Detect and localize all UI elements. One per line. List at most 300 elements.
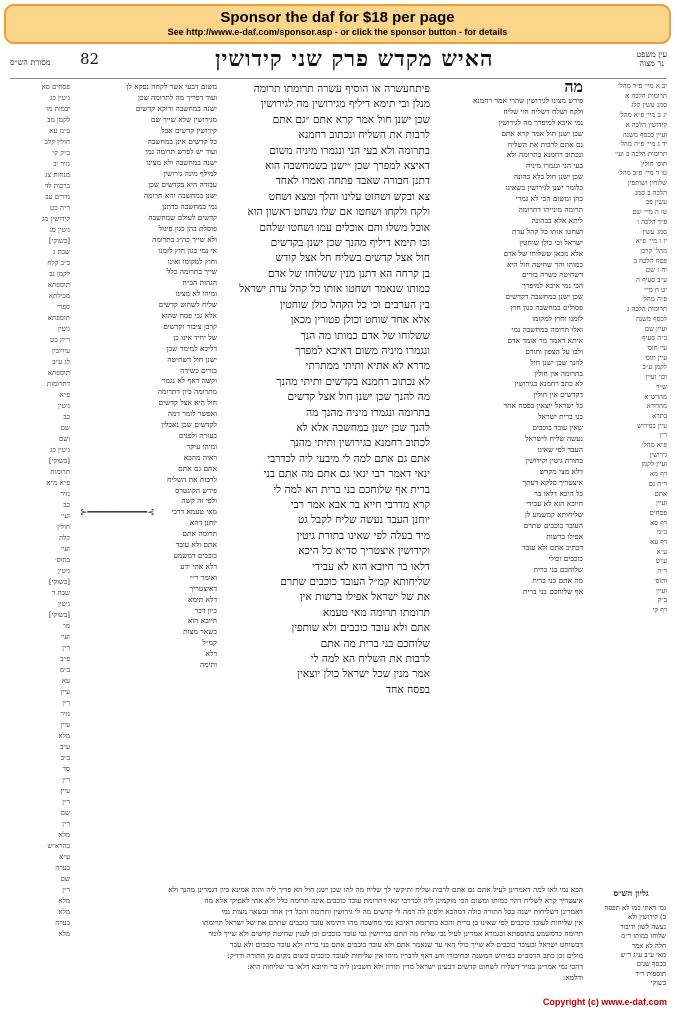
text-line: תרומה מינייהו דתרומה (518, 204, 583, 214)
text-line: ד״ה גם (648, 479, 667, 488)
text-line: פסח הלכה ב (633, 256, 667, 265)
text-line: לקמן ע״ב (642, 363, 667, 372)
talmud-page (10, 48, 667, 993)
text-line: כלומר ישנן לגירושין בשאינו (505, 183, 583, 193)
text-line: שלוחכם בני ברית מה אתם (320, 637, 430, 650)
text-line: מלא (58, 930, 70, 938)
text-line: לא נכתוב רחמנא בקדשים ותיתי מהנך (276, 375, 430, 388)
text-line: תרומה אתם (182, 529, 217, 539)
text-line: יוחנן דהא (189, 518, 217, 528)
text-line: מדרא לא אתיא ותיתי ממתרתי (305, 360, 430, 373)
text-line: שליח לשחוט קדשים (158, 300, 217, 310)
text-line: ש״ך (656, 382, 667, 391)
text-line: מלא (58, 897, 70, 905)
text-line: מגירושין שלא שייך שם (150, 114, 217, 124)
text-line: בין הערבים וכי כל הקהל כולן שוחטין (279, 298, 430, 311)
text-line: כיון דבר (194, 605, 217, 615)
text-line: מאי ע״ב ע״ג ר״ש (620, 951, 666, 960)
text-line: אף שלוחכם בני ברית (522, 586, 583, 596)
text-line: שליחותא קמ״ל העובד כוכבים שתרם (280, 576, 430, 588)
text-line: ע״א (656, 547, 667, 556)
text-line: כב (63, 413, 70, 421)
text-line: פסולים במחשבה כגון חוץ (510, 303, 583, 313)
text-line: דף קי (652, 605, 667, 614)
text-line: דהכי נמי אמרינן בנזיר דשליח לשחוט קדשים דבעינן ישראל מדין תורה ולא חשבינן ליה בר חיובא דלאו בר שליחות היא: (247, 962, 583, 971)
text-line: פ״א מהל׳ (641, 441, 667, 450)
text-line: ועיין (656, 586, 667, 595)
text-line: ולקח ושלח דשליח הוי שליח (503, 106, 583, 116)
text-line: נמי איכא למיפרך מה לגירושין (498, 117, 583, 127)
text-line: ואומר ר״י (190, 572, 217, 582)
text-line: דאיצטריך (189, 583, 217, 593)
text-line: ב״ב (60, 754, 70, 762)
text-line: נזיר יב (53, 160, 70, 168)
text-line: להנך שכן ישנן חול (530, 357, 583, 367)
text-line: ישנה במחשבה ודוקא קדשים (135, 103, 217, 113)
text-line: פ״ה מהל׳ (642, 295, 667, 304)
text-line: לכסף משנה (635, 314, 667, 323)
text-line: העבד לפי שאינו (537, 444, 583, 454)
text-line: מכילתא (48, 292, 70, 300)
text-line: תרומתו תרומה מאי טעמא (322, 606, 430, 619)
text-line: אוכל משלו והם אוכלים עמו ושחטו שלהם (259, 221, 430, 234)
text-line: אתם גם אתם למה לי מיבעי ליה לכדרבי (267, 452, 430, 465)
text-line: ע״א (59, 853, 70, 861)
text-line: הכי נמי איכא למיפרך (522, 281, 583, 291)
text-line: ישראל וכי כולן שוחטין (519, 237, 583, 247)
text-line: קרא מדרבי חייא בר אבא אמר רבי (290, 498, 430, 511)
text-line: בכסף שנים (636, 960, 666, 969)
text-line: בתרומה ולא בעי הני ונגמרו מיניה משום (269, 144, 430, 157)
text-line: ועי׳ (60, 512, 70, 520)
gilyon-hashas-title: גליון הש״ס (613, 889, 649, 899)
ein-mishpat-label-2: נר מצוה (639, 59, 664, 68)
text-line: דאיצא למפרך שכן ״ישנן בשמחשבה הוא (264, 160, 430, 173)
text-line: ועיין לקמן (641, 460, 667, 469)
text-line: כל ישראל יוצאין בפסח אחד (503, 401, 583, 411)
text-line: דתרומות (46, 380, 70, 388)
text-line: מהל׳ קרבן (640, 246, 667, 255)
text-line: גיטין (58, 600, 70, 608)
text-line: ושחטו אותו כל קהל עדת (512, 226, 583, 236)
text-line: שייך בתרומה כלל (166, 267, 217, 277)
text-line: פיתחעשרה או הוסיף עשרה תרומתו תרומה (253, 83, 430, 95)
text-line: [בשוקי] (48, 457, 70, 465)
text-line: דף סא (650, 518, 667, 527)
text-line: פ״א (59, 391, 70, 399)
text-line: בתוס׳ (54, 556, 70, 564)
text-line: פ״ב (60, 655, 70, 663)
text-line: סד (62, 765, 70, 773)
text-line: דבשוחט ישראל ובעובד כוכבים לא שייך כולי האי עד שנאמר אתם ולא עובד כוכבים אתם בני ברית ולא עובד כוכבים ולא עבד (229, 940, 583, 949)
text-line: ואפשר לומר דמה (167, 409, 217, 419)
text-line: בתרא (652, 411, 667, 420)
text-line: גיטין כג (50, 446, 70, 454)
text-line: יח ז שם (645, 266, 667, 275)
text-line: [בשוקי] (48, 237, 70, 245)
text-line: חול היא אצל קדשים (158, 398, 217, 408)
text-line: לרבות את השליח הא למה לי (310, 653, 430, 666)
text-line: וכו תימא דיליף מהנך שכן ישנן בקדשים (270, 237, 430, 250)
folio-number: 82 (80, 50, 100, 68)
text-line: מהרש״א (644, 392, 667, 401)
text-line: בערה (55, 864, 70, 872)
ein-mishpat-label-1: עין משפט (636, 50, 667, 59)
text-line: בעי הני ונגמרו מיניה (526, 161, 583, 171)
text-line: ברכות לד (44, 182, 70, 190)
text-line: טז ה מיי׳ שם (632, 208, 667, 217)
text-line: להנך שכן ישנן במחשבה אלא לא (296, 421, 430, 434)
text-line: פסחים סא (41, 83, 70, 91)
text-line: ר״ן (62, 886, 70, 894)
text-line: ב״ב קלח (47, 259, 70, 267)
text-line: לקמן מב (47, 116, 70, 124)
text-line: לא כתב רחמנא בגירושין (514, 379, 583, 389)
masoret-hashas-label: מסורת הש״ס (10, 58, 51, 67)
text-line: תרומות הלכה א (625, 91, 667, 100)
text-line: עיין תוס׳ (644, 353, 667, 362)
text-line: תוספתא (47, 314, 70, 322)
text-line: עיין (60, 721, 70, 729)
text-line: אין שליחות לעובד כוכבים לפי שאינו בן ברית והכא בתרומה דאיכא נמי מחשבה מהו דתימא עובד כוכבים שתרם את של ישראל תרומתו (202, 918, 583, 927)
text-line: ע״ב (60, 743, 70, 751)
text-line: ועיין בכסף משנה (622, 130, 667, 139)
text-line: יבמות מו (46, 105, 70, 113)
text-line: ולקח ולקחו ושחטו אם שלו נשחט ראשון הוא (247, 206, 430, 219)
text-line: [בשוקי] (48, 578, 70, 586)
text-line: מלא (58, 732, 70, 740)
page-header (10, 48, 667, 78)
text-line: ישנה במחשבה ולא מצינו (146, 158, 217, 168)
text-line: ר״ן (62, 699, 70, 707)
text-line: קמ״ל (202, 638, 217, 648)
text-line: ועיין שם (644, 324, 667, 333)
text-line: נזיר (60, 710, 70, 718)
text-line: שם (60, 875, 70, 883)
text-line: תרומות (50, 468, 70, 476)
text-line: אי נמי כגון חוץ לזמנו (158, 245, 217, 255)
text-line: טו ד מיי׳ פ״ב מהל׳ (617, 169, 667, 178)
text-line: הכא נמי לאו למה דאמרינן לעיל אתם גם אתם לרבות שליח ותיקשי לך שליח מה להו שכן ישנן חול הא פריך ליה והוה אמינא כיון דגמרינן מהנך ולא (168, 885, 583, 894)
text-line: שכן ישנן חול אמר קרא אתם ״גם אתם (272, 113, 430, 126)
text-line: מהדורא (646, 402, 667, 411)
text-line: עיין (60, 787, 70, 795)
text-line: דלא אתי ידע (180, 561, 217, 571)
text-line: שם (60, 424, 70, 432)
text-line: [בשוקי] (48, 611, 70, 619)
text-line: אלא גבי פסח שהוא (161, 311, 217, 321)
text-line: ולפי זה קשה (181, 496, 217, 506)
text-line: בערה (55, 919, 70, 927)
text-line: ב״ק קי (52, 149, 70, 157)
text-line: וכו׳ ועיין (645, 373, 667, 382)
text-line: ב) קידושין ולא (627, 913, 666, 922)
text-line: ב״ק (657, 596, 667, 605)
text-line: ר״ן (62, 798, 70, 806)
text-line: בהרא״ש (47, 842, 70, 850)
text-line: ושם (58, 435, 70, 443)
text-line: אלא אחד שוחט וכולן פטורין מכאן (290, 314, 430, 327)
text-line: בתרומה ונגמרו מיניה מהנך מה (306, 406, 430, 419)
copyright-link[interactable]: Copyright (c) www.e-daf.com (542, 997, 667, 1007)
text-line: ונכתוב רחמנא בתרומה ולא (506, 150, 583, 160)
text-line: כוכבים וכולי (548, 553, 583, 563)
text-line: וחוץ למקומו ואינו (167, 256, 217, 266)
text-line: בתרומה אין חולין (534, 368, 583, 378)
text-line: נעשה שליח לישראל (525, 434, 583, 443)
text-line: ע״ש (655, 557, 667, 566)
text-line: קדשים לעולם שמחשבה (148, 212, 217, 222)
text-line: ע״ב סעיף ה (636, 276, 667, 285)
text-line: ברית אף שלוחכם בני ברית הא למה לי (273, 483, 430, 496)
sponsor-banner-title[interactable]: Sponsor the daf for $18 per page (220, 9, 455, 26)
text-line: ועוד דפריך מה לתרומה שכן (137, 92, 217, 102)
text-line: עיין (60, 688, 70, 696)
tosfot-column (72, 82, 217, 962)
text-line: מנלן ובי תימא דיליף מגירושין מה לגירושין (260, 98, 430, 111)
text-line: מתרומה כיון דתרומה (157, 387, 217, 397)
text-line: כמותו שנאמר ושחטו אותו כל קהל עדת ישראל (239, 283, 430, 296)
text-line: קלה (58, 534, 70, 542)
text-line: סמג עשין (642, 227, 667, 236)
text-line: ועוד יש לפרש תרומה נמי (145, 147, 217, 157)
header-rule (10, 78, 667, 79)
text-line: גם אתם לרבות את השליח (507, 139, 583, 149)
text-line: בן קרחה הא דתנן מנין ששלוחו של אדם (267, 267, 430, 280)
gemara-column (220, 82, 430, 962)
text-line: דלא (205, 649, 217, 659)
text-line: בשאר מצות (183, 627, 217, 637)
chapter-heading: האיש מקדש פרק שני קידושין (215, 46, 494, 72)
text-line: יב א מיי׳ פ״ד מהל׳ (617, 82, 667, 90)
text-line: דקדשים אין חולין (533, 390, 583, 400)
text-line: למילף מינה גירושין (163, 169, 217, 179)
text-line: אפילו ברשות (546, 532, 583, 542)
text-line: חלה לא אמר (631, 941, 666, 950)
text-line: בשוקי (650, 979, 666, 988)
sponsor-banner-subtitle[interactable]: See http://www.e-daf.com/sponsor.asp - or click the sponsor button - for details (167, 27, 508, 37)
text-line: ותימה (200, 660, 217, 670)
text-line: לרבות את השליח ונכתוב רחמנא (298, 129, 430, 142)
text-line: גיטין (58, 402, 70, 410)
text-line: לכתוב רחמנא בגירושין ותיתי מהנך (290, 437, 430, 450)
text-line: עיין בפירוש (637, 421, 667, 430)
text-line: דלאו בר חיובא הוא לא עבידי (312, 560, 430, 573)
text-line: ר״ן (62, 820, 70, 828)
text-line: דליכא למימר שכן (166, 343, 217, 353)
text-line: נעשה לשון ודיבור (620, 922, 666, 931)
text-line: ששלוחו של אדם כמותו מה הנך (300, 329, 430, 342)
text-line: איצטריך סלקא דעתך (522, 477, 583, 487)
bottom-commentary (72, 884, 583, 989)
text-line: קידושין הלכה א (625, 120, 667, 129)
text-line: חיובא הוא (187, 616, 217, 626)
rashi-column (433, 82, 583, 962)
text-line: לקמן נב (49, 270, 70, 278)
text-line: סמג עשין קלג (631, 101, 667, 110)
text-line: ב״מ (657, 528, 667, 537)
text-line: שכן ישנן חול אמר קרא אתם (501, 128, 583, 138)
text-line: יוחנן העבד נעשה שליח לקבל גט (297, 514, 430, 527)
text-line: כל היכא דלאו בר (534, 488, 583, 498)
text-line: חיובא הוא לא עבידי (526, 499, 583, 509)
text-line: לזמנו וחוץ למקומו (532, 314, 583, 324)
text-line: גירושין (649, 450, 667, 459)
text-line: אתם גם אתם (178, 463, 217, 473)
text-line: עשין פב (645, 198, 667, 207)
text-line: מו׳ (62, 622, 70, 630)
text-line: הלכה ב סמג (634, 188, 667, 197)
text-line: ומיהו עיקר (186, 441, 217, 451)
text-line: ר״ה כט (50, 336, 70, 344)
text-line: ב״ה סעיף (642, 334, 667, 343)
text-line: צא ובקש ושחוט עלינו והלך ומצא ושחט (268, 190, 430, 203)
text-line: כהן ומשום הכי לא גמרי (515, 194, 583, 204)
text-line: בפסח אחד (385, 683, 430, 696)
text-line: פירש מצינו לגירושין שהרי אמר רחמנא (472, 95, 583, 105)
text-line: ולבו על הצפון ותורם (525, 346, 583, 356)
text-line: מה להנך שכן ישנן חול אצל קדשים (287, 391, 430, 404)
text-line: פירש הקונטרס (175, 485, 217, 495)
text-line: קידושין קדשים אבל (161, 125, 217, 135)
text-line: לג ע״ב (52, 358, 70, 366)
text-line: לרבות את השליח (167, 474, 217, 484)
text-line: תוספות ר״ד (635, 969, 666, 978)
ornament-divider: ⊱━━━━━━━━━━━⊰ (80, 508, 155, 518)
text-line: מיד בעלה לפי שאינו בתורת גיטין (296, 529, 430, 542)
text-line: נזיר (60, 490, 70, 498)
text-line: תרומה כדמשמע בתוספתא ובגמרא אמרינן לעיל גבי שליח מה התם בגירושין גבי עובד כוכבים וכן לענין שחיטת קדשים ולא שייך לומר (208, 929, 583, 938)
text-line: כוכבים דמשמע (173, 550, 217, 560)
text-line: ודלמא: (562, 973, 583, 982)
sponsor-banner[interactable] (4, 4, 671, 44)
text-line: מנחות צג (45, 171, 70, 179)
text-line: בעזרה ולפנים (178, 431, 217, 440)
text-line: חול אצל קדשים בשליח חל אצל קודש (275, 252, 430, 265)
text-line: אמר מנין שכל ישראל כולן יוצאין (297, 668, 430, 681)
text-line: גיטין סג (49, 226, 70, 234)
text-line: שלוחכם בני ברית (533, 564, 583, 574)
text-line: תרומות הלכה ג (626, 305, 667, 314)
text-line: תרומות הלכה ב ועי׳ (614, 149, 667, 158)
text-line: של יחיד אינו כן (173, 332, 217, 342)
text-line: ועי׳ (60, 545, 70, 553)
text-line: ראיה מהכא (183, 452, 217, 462)
text-line: נמי במחשבה כדתנן (162, 201, 217, 211)
text-line: שאין עובד כוכבים (532, 423, 583, 433)
masoret-hashas-column (10, 82, 70, 962)
text-line: פוסלת בהן כגון פיגול (158, 223, 217, 233)
text-line: כל קדשים אינן במחשבה (147, 136, 217, 146)
text-line: דלא תימא (187, 594, 217, 604)
text-line: קרבן ציבור וקדשים (163, 321, 217, 331)
text-line: פ״א מ״א (46, 479, 70, 487)
text-line: ר״ן (62, 644, 70, 652)
text-line: דף מא (649, 470, 667, 479)
text-line: שלוחין ושותפין (628, 179, 667, 188)
text-line: וקשה דאף לא נגמר (162, 376, 217, 386)
text-line: עי׳ תוס׳ (646, 343, 667, 352)
text-line: גמ׳ דאתי כמו לא תפסה (604, 904, 666, 912)
text-line: יג ב מיי׳ פ״א מהל׳ (618, 111, 667, 120)
text-line: וקידושין איצטריך סד״א כל היכא (298, 545, 430, 558)
text-line: חולין קלב (44, 138, 70, 146)
text-line: שבת ד (51, 589, 70, 597)
text-line: אתם ולא עובד (175, 540, 217, 550)
text-line: משום דבעי אשר לקחה נפקא לן (126, 82, 217, 91)
rashi-lead-word: מה (564, 82, 583, 96)
text-line: ומיהו לא מצינו (175, 289, 217, 299)
text-line: ועיין (656, 499, 667, 508)
ein-mishpat-label (636, 50, 667, 68)
text-line: כמותו והך שחיטה חול היא (506, 259, 583, 269)
text-line: ינאי דאמר רבי ינאי גם אתם מה אתם בני (263, 468, 430, 481)
text-line: ליתא אלא בכהונה (531, 215, 583, 225)
text-line: מולים וכן כתב הרמב״ם בפירוש המשנה ובחיבורו ודע דאף לדבריו מיהו אין שליחות לעובד כוכבים בשום מקום מן התורה ודו״ק: (227, 951, 583, 960)
text-line: מה אתם בני ברית (532, 575, 583, 585)
text-line: פסחים (649, 508, 667, 517)
text-line: בזרים כשירה (180, 365, 217, 375)
text-line: פ״ד הלכה ו (637, 217, 667, 226)
text-line: העובד כוכבים שתרם (523, 521, 583, 531)
text-line: אתם (654, 489, 667, 498)
text-line: דתנן חבורה שאבד פתחה ואמרו לאחד (275, 175, 430, 188)
text-line: מלא (58, 831, 70, 839)
text-line: ספרי (57, 303, 70, 311)
text-line: דלא מצי מקדש (539, 466, 583, 476)
text-line: מאי טעמא דרבי (171, 507, 217, 517)
text-line: דאמרינן דשליחות ישנה בכל התורה כולה דמהכא ילפינן לה דמה לי קדשים מה לי גירושין ותרומה והכל דין אחד ובשאר מצות נמי (221, 907, 583, 916)
text-line: שכן ישנן חול בלא כהונה (513, 172, 583, 182)
text-line: אלא מכאן ששלוחו של אדם (503, 248, 583, 258)
text-line: שלוחו כמותו ר״מ (621, 932, 666, 941)
text-line: גיטין (58, 325, 70, 333)
text-line: נדרים עב (45, 193, 70, 201)
text-line: ועי׳ (60, 633, 70, 641)
text-line: אתם ולא עובד כוכבים ולא שותפין (291, 622, 430, 635)
text-line: קידושין מג (42, 215, 70, 223)
text-line: את של ישראל אפילו ברשות אין (299, 591, 430, 604)
text-line: תוספתא (47, 281, 70, 289)
text-line: תוספתא (47, 369, 70, 377)
text-line: ב״מ (59, 666, 70, 674)
gilyon-hashas-column (588, 904, 666, 989)
text-line: ואלו תרומה במחשבה נמי (511, 324, 583, 334)
ein-mishpat-column (585, 82, 667, 962)
text-line: יז ו מיי׳ פ״א (635, 237, 667, 246)
text-line: תוס׳ חולין (641, 159, 667, 168)
text-line: ותוס׳ (653, 576, 667, 585)
text-line: ישנן חול דשחיטה (167, 354, 217, 364)
text-line: ב״מ עא (49, 127, 70, 135)
text-line: חולין (57, 523, 70, 531)
text-line: ונגמרו מיניה משום דאיכא למפרך (295, 344, 430, 357)
text-line: ר״ה כט (50, 204, 70, 212)
text-line: בני ברית ישראל (538, 412, 583, 422)
text-line: גיטין כג (50, 94, 70, 102)
text-line: ישנן במחשבה והא תרומה (143, 191, 217, 201)
text-line: ד״ה (657, 567, 667, 576)
text-line: ר״ן (62, 776, 70, 784)
text-line: דכתיב אתם ולא עובד (522, 543, 583, 553)
text-line: יט ח מיי׳ (643, 285, 667, 294)
text-line: ר״ן (659, 431, 667, 440)
text-line: גיטין (58, 567, 70, 575)
text-line: שבת ג (52, 248, 70, 256)
text-line: איתא דאמר מר אומד אדם (507, 335, 583, 345)
text-line: מלא (58, 908, 70, 916)
text-line: איצטריך קרא לשליח דהוי כמותו ומשום הכי מוקמינן ליה לכדרבי ינאי דתרומת עובד כוכבים אינה תרומה כלל ולא אתי לאפוקי אלא מה (204, 896, 583, 905)
